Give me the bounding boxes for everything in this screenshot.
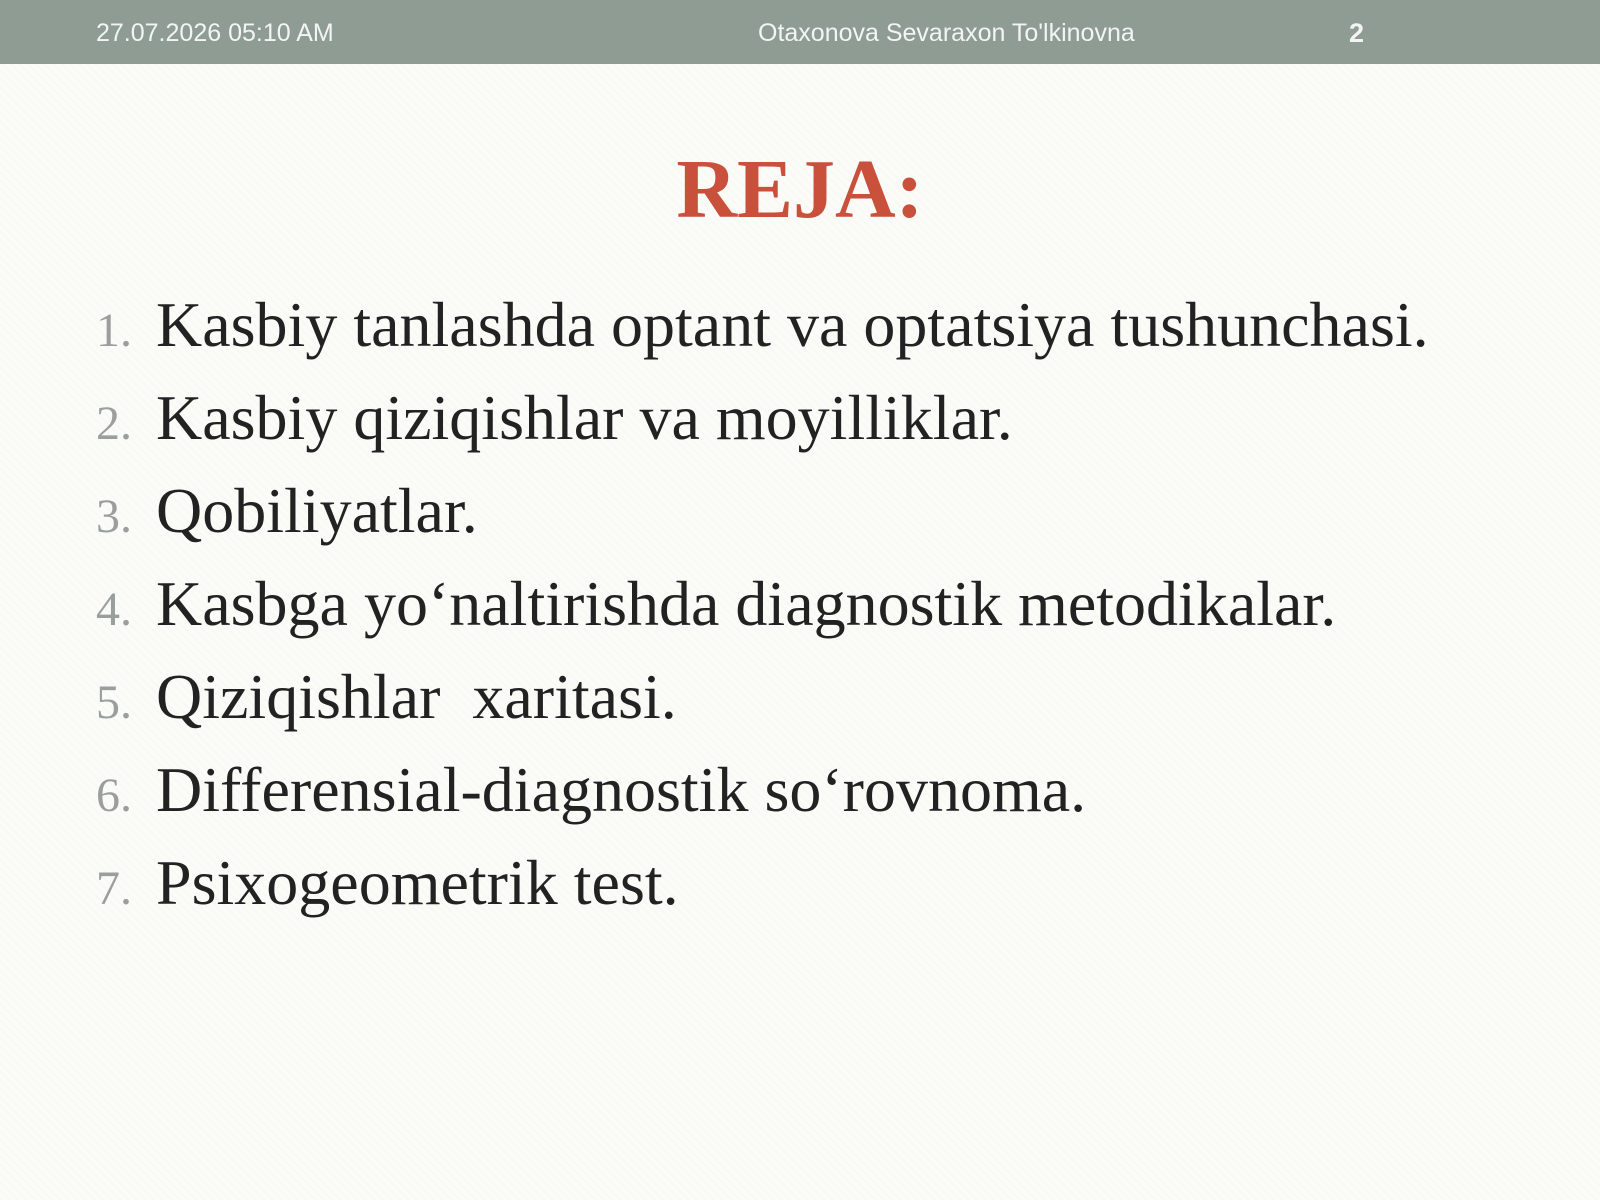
agenda-item <box>96 287 1429 380</box>
agenda-item-number: 1. <box>96 304 132 357</box>
agenda-item <box>96 473 1429 566</box>
agenda-item-number: 6. <box>96 769 132 822</box>
agenda-item <box>96 566 1429 659</box>
agenda-item-text: Kasbiy tanlashda optant va optatsiya tushunchasi. <box>156 289 1429 360</box>
agenda-item-number: 7. <box>96 862 132 915</box>
agenda-item-text: Qiziqishlar xaritasi. <box>156 661 677 732</box>
agenda-item <box>96 380 1429 473</box>
slide-header-bar <box>0 0 1600 64</box>
agenda-item-number: 3. <box>96 490 132 543</box>
agenda-item-number: 5. <box>96 676 132 729</box>
agenda-item-text: Kasbga yo‘naltirishda diagnostik metodikalar. <box>156 568 1337 639</box>
header-author: Otaxonova Sevaraxon To'lkinovna <box>758 19 1135 47</box>
agenda-item-text: Kasbiy qiziqishlar va moyilliklar. <box>156 382 1013 453</box>
agenda-item-number: 2. <box>96 397 132 450</box>
agenda-item-text: Qobiliyatlar. <box>156 475 478 546</box>
agenda-item <box>96 659 1429 752</box>
agenda-item-text: Psixogeometrik test. <box>156 847 679 918</box>
header-page-number: 2 <box>1349 18 1365 48</box>
agenda-item-text: Differensial-diagnostik so‘rovnoma. <box>156 754 1087 825</box>
agenda-item <box>96 845 1429 938</box>
agenda-list <box>96 287 1429 938</box>
slide-title: REJA: <box>676 143 924 236</box>
agenda-item-number: 4. <box>96 583 132 636</box>
agenda-item <box>96 752 1429 845</box>
header-date: 27.07.2026 05:10 AM <box>96 19 334 47</box>
